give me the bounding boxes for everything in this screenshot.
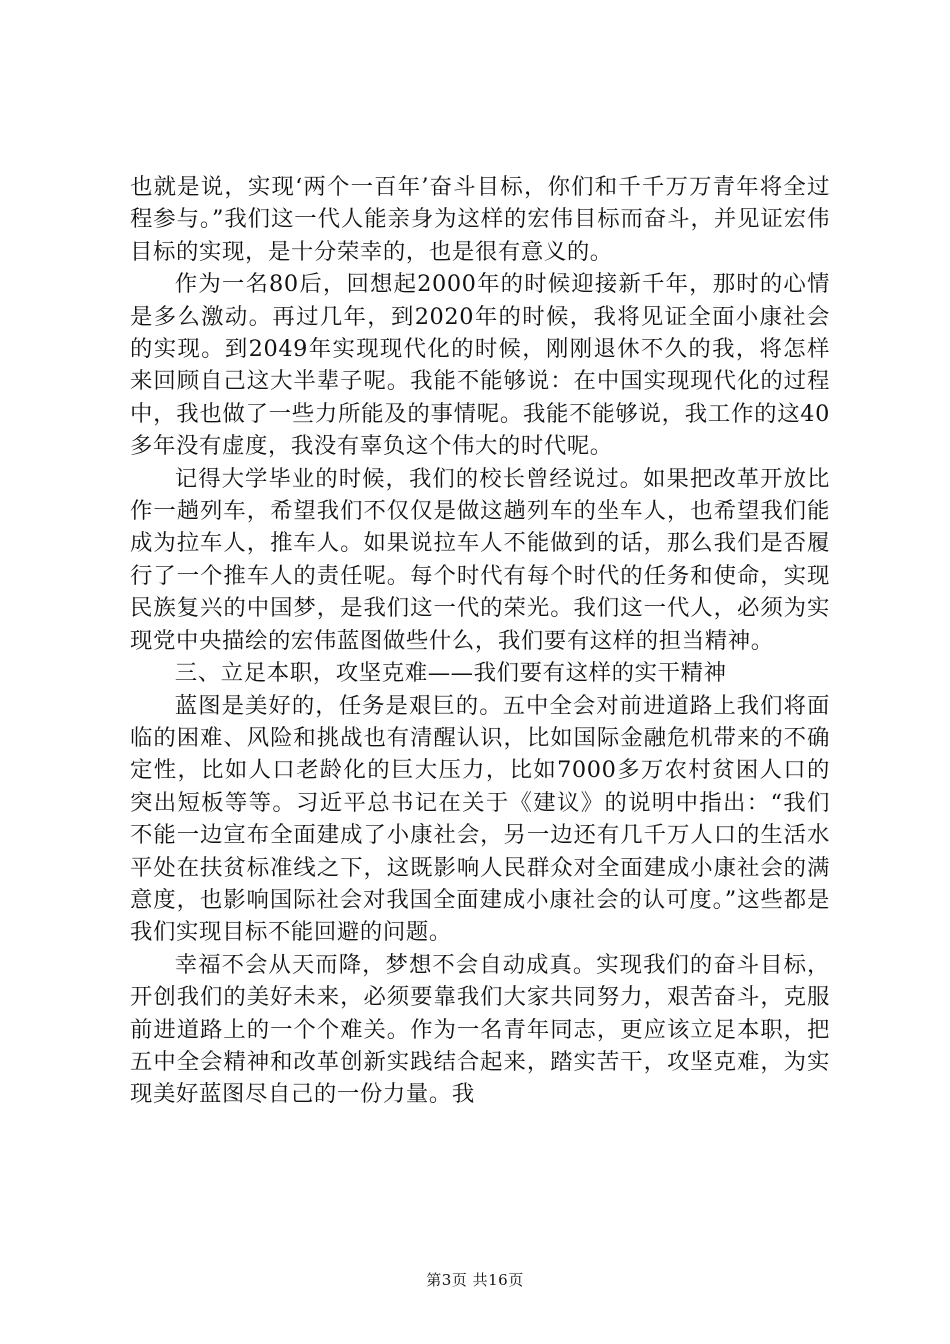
section-heading: 三、立足本职，攻坚克难——我们要有这样的实干精神 (174, 660, 727, 687)
paragraph-1: 也就是说，实现‘两个一百年’奋斗目标，你们和千千万万青年将全过程参与。”我们这一代人能亲身为这样的宏伟目标而奋斗，并见证宏伟目标的实现，是十分荣幸的，也是很有意义的。 (130, 174, 830, 265)
page-number-footer: 第3页 共16页 (426, 1271, 524, 1289)
paragraph-5: 幸福不会从天而降，梦想不会自动成真。实现我们的奋斗目标，开创我们的美好未来，必须要靠我们大家共同努力，艰苦奋斗，克服前进道路上的一个个难关。作为一名青年同志，更应该立足本职，把五中全会精神和改革创新实践结合起来，踏实苦干，攻坚克难，为实现美好蓝图尽自己的一份力量。我 (130, 951, 830, 1108)
document-body (130, 171, 830, 1111)
paragraph-4: 蓝图是美好的，任务是艰巨的。五中全会对前进道路上我们将面临的困难、风险和挑战也有清醒认识，比如国际金融危机带来的不确定性，比如人口老龄化的巨大压力，比如7000多万农村贫困人口的突出短板等等。习近平总书记在关于《建议》的说明中指出：“我们不能一边宣布全面建成了小康社会，另一边还有几千万人口的生活水平处在扶贫标准线之下，这既影响人民群众对全面建成小康社会的满意度，也影响国际社会对我国全面建成小康社会的认可度。”这些都是我们实现目标不能回避的问题。 (130, 692, 830, 946)
paragraph-2: 作为一名80后，回想起2000年的时候迎接新千年，那时的心情是多么激动。再过几年，到2020年的时候，我将见证全面小康社会的实现。到2049年实现现代化的时候，刚刚退休不久的我，将怎样来回顾自己这大半辈子呢。我能不能够说：在中国实现现代化的过程中，我也做了一些力所能及的事情呢。我能不能够说，我工作的这40多年没有虚度，我没有辜负这个伟大的时代呢。 (130, 271, 830, 460)
paragraph-3: 记得大学毕业的时候，我们的校长曾经说过。如果把改革开放比作一趟列车，希望我们不仅仅是做这趟列车的坐车人，也希望我们能成为拉车人，推车人。如果说拉车人不能做到的话，那么我们是否履行了一个推车人的责任呢。每个时代有每个时代的任务和使命，实现民族复兴的中国梦，是我们这一代的荣光。我们这一代人，必须为实现党中央描绘的宏伟蓝图做些什么，我们要有这样的担当精神。 (130, 465, 830, 654)
